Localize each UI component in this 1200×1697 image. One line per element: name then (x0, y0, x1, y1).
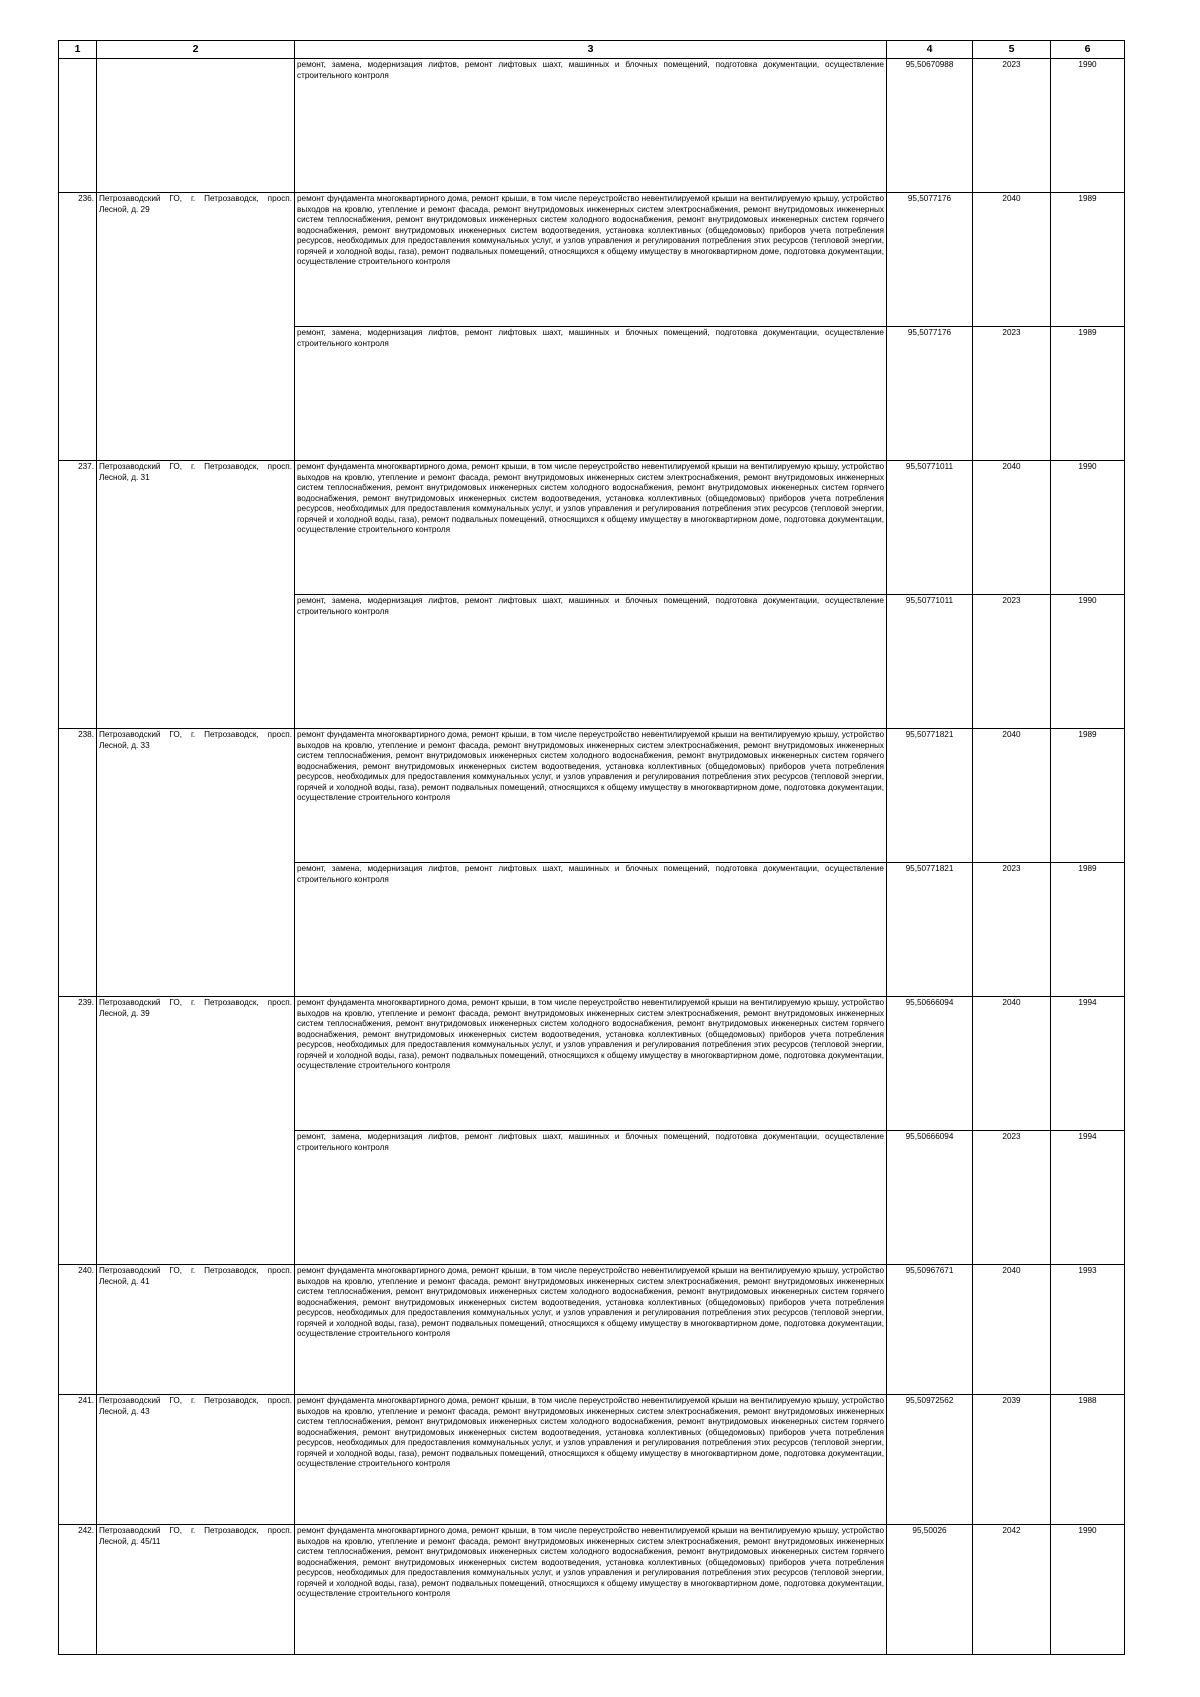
row-built-year: 1990 (1051, 59, 1125, 193)
table-row (59, 1265, 1125, 1395)
row-built-year: 1989 (1051, 863, 1125, 997)
row-works: ремонт, замена, модернизация лифтов, ремонт лифтовых шахт, машинных и блочных помещений, подготовка документации, осуществление строительного контроля (295, 59, 887, 193)
row-built-year: 1990 (1051, 595, 1125, 729)
row-cost: 95,50771011 (887, 595, 973, 729)
row-address: Петрозаводский ГО, г. Петрозаводск, просп. Лесной, д. 31 (97, 461, 295, 729)
table-row (59, 193, 1125, 327)
row-number: 237. (59, 461, 97, 729)
row-year: 2040 (973, 1265, 1051, 1395)
row-cost: 95,50670988 (887, 59, 973, 193)
row-year: 2042 (973, 1525, 1051, 1655)
row-address: Петрозаводский ГО, г. Петрозаводск, просп. Лесной, д. 33 (97, 729, 295, 997)
row-year: 2040 (973, 729, 1051, 863)
row-number: 236. (59, 193, 97, 461)
row-year: 2040 (973, 193, 1051, 327)
row-year: 2023 (973, 863, 1051, 997)
row-cost: 95,50967671 (887, 1265, 973, 1395)
row-address: Петрозаводский ГО, г. Петрозаводск, просп. Лесной, д. 43 (97, 1395, 295, 1525)
row-works: ремонт, замена, модернизация лифтов, ремонт лифтовых шахт, машинных и блочных помещений, подготовка документации, осуществление строительного контроля (295, 327, 887, 461)
row-year: 2040 (973, 997, 1051, 1131)
row-cost: 95,5077176 (887, 193, 973, 327)
row-works: ремонт, замена, модернизация лифтов, ремонт лифтовых шахт, машинных и блочных помещений, подготовка документации, осуществление строительного контроля (295, 1131, 887, 1265)
row-built-year: 1990 (1051, 1525, 1125, 1655)
row-built-year: 1994 (1051, 997, 1125, 1131)
table-row (59, 1395, 1125, 1525)
col-header-4: 4 (887, 41, 973, 59)
row-cost: 95,50771821 (887, 729, 973, 863)
col-header-6: 6 (1051, 41, 1125, 59)
repair-program-table (58, 40, 1125, 1655)
row-cost: 95,5077176 (887, 327, 973, 461)
row-address: Петрозаводский ГО, г. Петрозаводск, просп. Лесной, д. 39 (97, 997, 295, 1265)
row-built-year: 1989 (1051, 193, 1125, 327)
row-address (97, 59, 295, 193)
row-cost: 95,50666094 (887, 1131, 973, 1265)
row-works: ремонт фундамента многоквартирного дома, ремонт крыши, в том числе переустройство невентилируемой крыши на вентилируемую крышу, устройство выходов на кровлю, утепление и ремонт фасада, ремонт внутридомовых инженерных систем электроснабжения, ремонт внутридомовых инженерных систем теплоснабжения, ремонт внутридомовых инженерных систем холодного водоснабжения, ремонт внутридомовых инженерных систем горячего водоснабжения, ремонт внутридомовых инженерных систем водоотведения, установка коллективных (общедомовых) приборов учета потребления ресурсов, необходимых для предоставления коммунальных услуг, и узлов управления и регулирования потребления этих ресурсов (тепловой энергии, горячей и холодной воды, газа), ремонт подвальных помещений, относящихся к общему имуществу в многоквартирном доме, подготовка документации, осуществление строительного контроля (295, 729, 887, 863)
col-header-5: 5 (973, 41, 1051, 59)
col-header-1: 1 (59, 41, 97, 59)
row-year: 2023 (973, 59, 1051, 193)
row-number: 242. (59, 1525, 97, 1655)
row-works: ремонт фундамента многоквартирного дома, ремонт крыши, в том числе переустройство невентилируемой крыши на вентилируемую крышу, устройство выходов на кровлю, утепление и ремонт фасада, ремонт внутридомовых инженерных систем электроснабжения, ремонт внутридомовых инженерных систем теплоснабжения, ремонт внутридомовых инженерных систем холодного водоснабжения, ремонт внутридомовых инженерных систем горячего водоснабжения, ремонт внутридомовых инженерных систем водоотведения, установка коллективных (общедомовых) приборов учета потребления ресурсов, необходимых для предоставления коммунальных услуг, и узлов управления и регулирования потребления этих ресурсов (тепловой энергии, горячей и холодной воды, газа), ремонт подвальных помещений, относящихся к общему имуществу в многоквартирном доме, подготовка документации, осуществление строительного контроля (295, 461, 887, 595)
row-built-year: 1988 (1051, 1395, 1125, 1525)
row-number: 239. (59, 997, 97, 1265)
col-header-2: 2 (97, 41, 295, 59)
row-works: ремонт фундамента многоквартирного дома, ремонт крыши, в том числе переустройство невентилируемой крыши на вентилируемую крышу, устройство выходов на кровлю, утепление и ремонт фасада, ремонт внутридомовых инженерных систем электроснабжения, ремонт внутридомовых инженерных систем теплоснабжения, ремонт внутридомовых инженерных систем холодного водоснабжения, ремонт внутридомовых инженерных систем горячего водоснабжения, ремонт внутридомовых инженерных систем водоотведения, установка коллективных (общедомовых) приборов учета потребления ресурсов, необходимых для предоставления коммунальных услуг, и узлов управления и регулирования потребления этих ресурсов (тепловой энергии, горячей и холодной воды, газа), ремонт подвальных помещений, относящихся к общему имуществу в многоквартирном доме, подготовка документации, осуществление строительного контроля (295, 1265, 887, 1395)
row-works: ремонт, замена, модернизация лифтов, ремонт лифтовых шахт, машинных и блочных помещений, подготовка документации, осуществление строительного контроля (295, 595, 887, 729)
row-year: 2023 (973, 1131, 1051, 1265)
row-number: 240. (59, 1265, 97, 1395)
row-cost: 95,50972562 (887, 1395, 973, 1525)
row-address: Петрозаводский ГО, г. Петрозаводск, просп. Лесной, д. 41 (97, 1265, 295, 1395)
row-number: 241. (59, 1395, 97, 1525)
row-cost: 95,50666094 (887, 997, 973, 1131)
row-cost: 95,50771821 (887, 863, 973, 997)
row-number (59, 59, 97, 193)
row-cost: 95,50771011 (887, 461, 973, 595)
row-address: Петрозаводский ГО, г. Петрозаводск, просп. Лесной, д. 29 (97, 193, 295, 461)
row-works: ремонт, замена, модернизация лифтов, ремонт лифтовых шахт, машинных и блочных помещений, подготовка документации, осуществление строительного контроля (295, 863, 887, 997)
table-row (59, 59, 1125, 193)
row-works: ремонт фундамента многоквартирного дома, ремонт крыши, в том числе переустройство невентилируемой крыши на вентилируемую крышу, устройство выходов на кровлю, утепление и ремонт фасада, ремонт внутридомовых инженерных систем электроснабжения, ремонт внутридомовых инженерных систем теплоснабжения, ремонт внутридомовых инженерных систем холодного водоснабжения, ремонт внутридомовых инженерных систем горячего водоснабжения, ремонт внутридомовых инженерных систем водоотведения, установка коллективных (общедомовых) приборов учета потребления ресурсов, необходимых для предоставления коммунальных услуг, и узлов управления и регулирования потребления этих ресурсов (тепловой энергии, горячей и холодной воды, газа), ремонт подвальных помещений, относящихся к общему имуществу в многоквартирном доме, подготовка документации, осуществление строительного контроля (295, 193, 887, 327)
row-built-year: 1989 (1051, 327, 1125, 461)
row-works: ремонт фундамента многоквартирного дома, ремонт крыши, в том числе переустройство невентилируемой крыши на вентилируемую крышу, устройство выходов на кровлю, утепление и ремонт фасада, ремонт внутридомовых инженерных систем электроснабжения, ремонт внутридомовых инженерных систем теплоснабжения, ремонт внутридомовых инженерных систем холодного водоснабжения, ремонт внутридомовых инженерных систем горячего водоснабжения, ремонт внутридомовых инженерных систем водоотведения, установка коллективных (общедомовых) приборов учета потребления ресурсов, необходимых для предоставления коммунальных услуг, и узлов управления и регулирования потребления этих ресурсов (тепловой энергии, горячей и холодной воды, газа), ремонт подвальных помещений, относящихся к общему имуществу в многоквартирном доме, подготовка документации, осуществление строительного контроля (295, 997, 887, 1131)
table-row (59, 997, 1125, 1131)
row-works: ремонт фундамента многоквартирного дома, ремонт крыши, в том числе переустройство невентилируемой крыши на вентилируемую крышу, устройство выходов на кровлю, утепление и ремонт фасада, ремонт внутридомовых инженерных систем электроснабжения, ремонт внутридомовых инженерных систем теплоснабжения, ремонт внутридомовых инженерных систем холодного водоснабжения, ремонт внутридомовых инженерных систем горячего водоснабжения, ремонт внутридомовых инженерных систем водоотведения, установка коллективных (общедомовых) приборов учета потребления ресурсов, необходимых для предоставления коммунальных услуг, и узлов управления и регулирования потребления этих ресурсов (тепловой энергии, горячей и холодной воды, газа), ремонт подвальных помещений, относящихся к общему имуществу в многоквартирном доме, подготовка документации, осуществление строительного контроля (295, 1525, 887, 1655)
row-address: Петрозаводский ГО, г. Петрозаводск, просп. Лесной, д. 45/11 (97, 1525, 295, 1655)
row-year: 2040 (973, 461, 1051, 595)
table-row (59, 1525, 1125, 1655)
row-year: 2039 (973, 1395, 1051, 1525)
table-row (59, 729, 1125, 863)
row-year: 2023 (973, 595, 1051, 729)
row-built-year: 1989 (1051, 729, 1125, 863)
table-header-row (59, 41, 1125, 59)
row-number: 238. (59, 729, 97, 997)
table-row (59, 461, 1125, 595)
row-built-year: 1993 (1051, 1265, 1125, 1395)
row-built-year: 1994 (1051, 1131, 1125, 1265)
row-cost: 95,50026 (887, 1525, 973, 1655)
row-built-year: 1990 (1051, 461, 1125, 595)
row-works: ремонт фундамента многоквартирного дома, ремонт крыши, в том числе переустройство невентилируемой крыши на вентилируемую крышу, устройство выходов на кровлю, утепление и ремонт фасада, ремонт внутридомовых инженерных систем электроснабжения, ремонт внутридомовых инженерных систем теплоснабжения, ремонт внутридомовых инженерных систем холодного водоснабжения, ремонт внутридомовых инженерных систем горячего водоснабжения, ремонт внутридомовых инженерных систем водоотведения, установка коллективных (общедомовых) приборов учета потребления ресурсов, необходимых для предоставления коммунальных услуг, и узлов управления и регулирования потребления этих ресурсов (тепловой энергии, горячей и холодной воды, газа), ремонт подвальных помещений, относящихся к общему имуществу в многоквартирном доме, подготовка документации, осуществление строительного контроля (295, 1395, 887, 1525)
row-year: 2023 (973, 327, 1051, 461)
col-header-3: 3 (295, 41, 887, 59)
